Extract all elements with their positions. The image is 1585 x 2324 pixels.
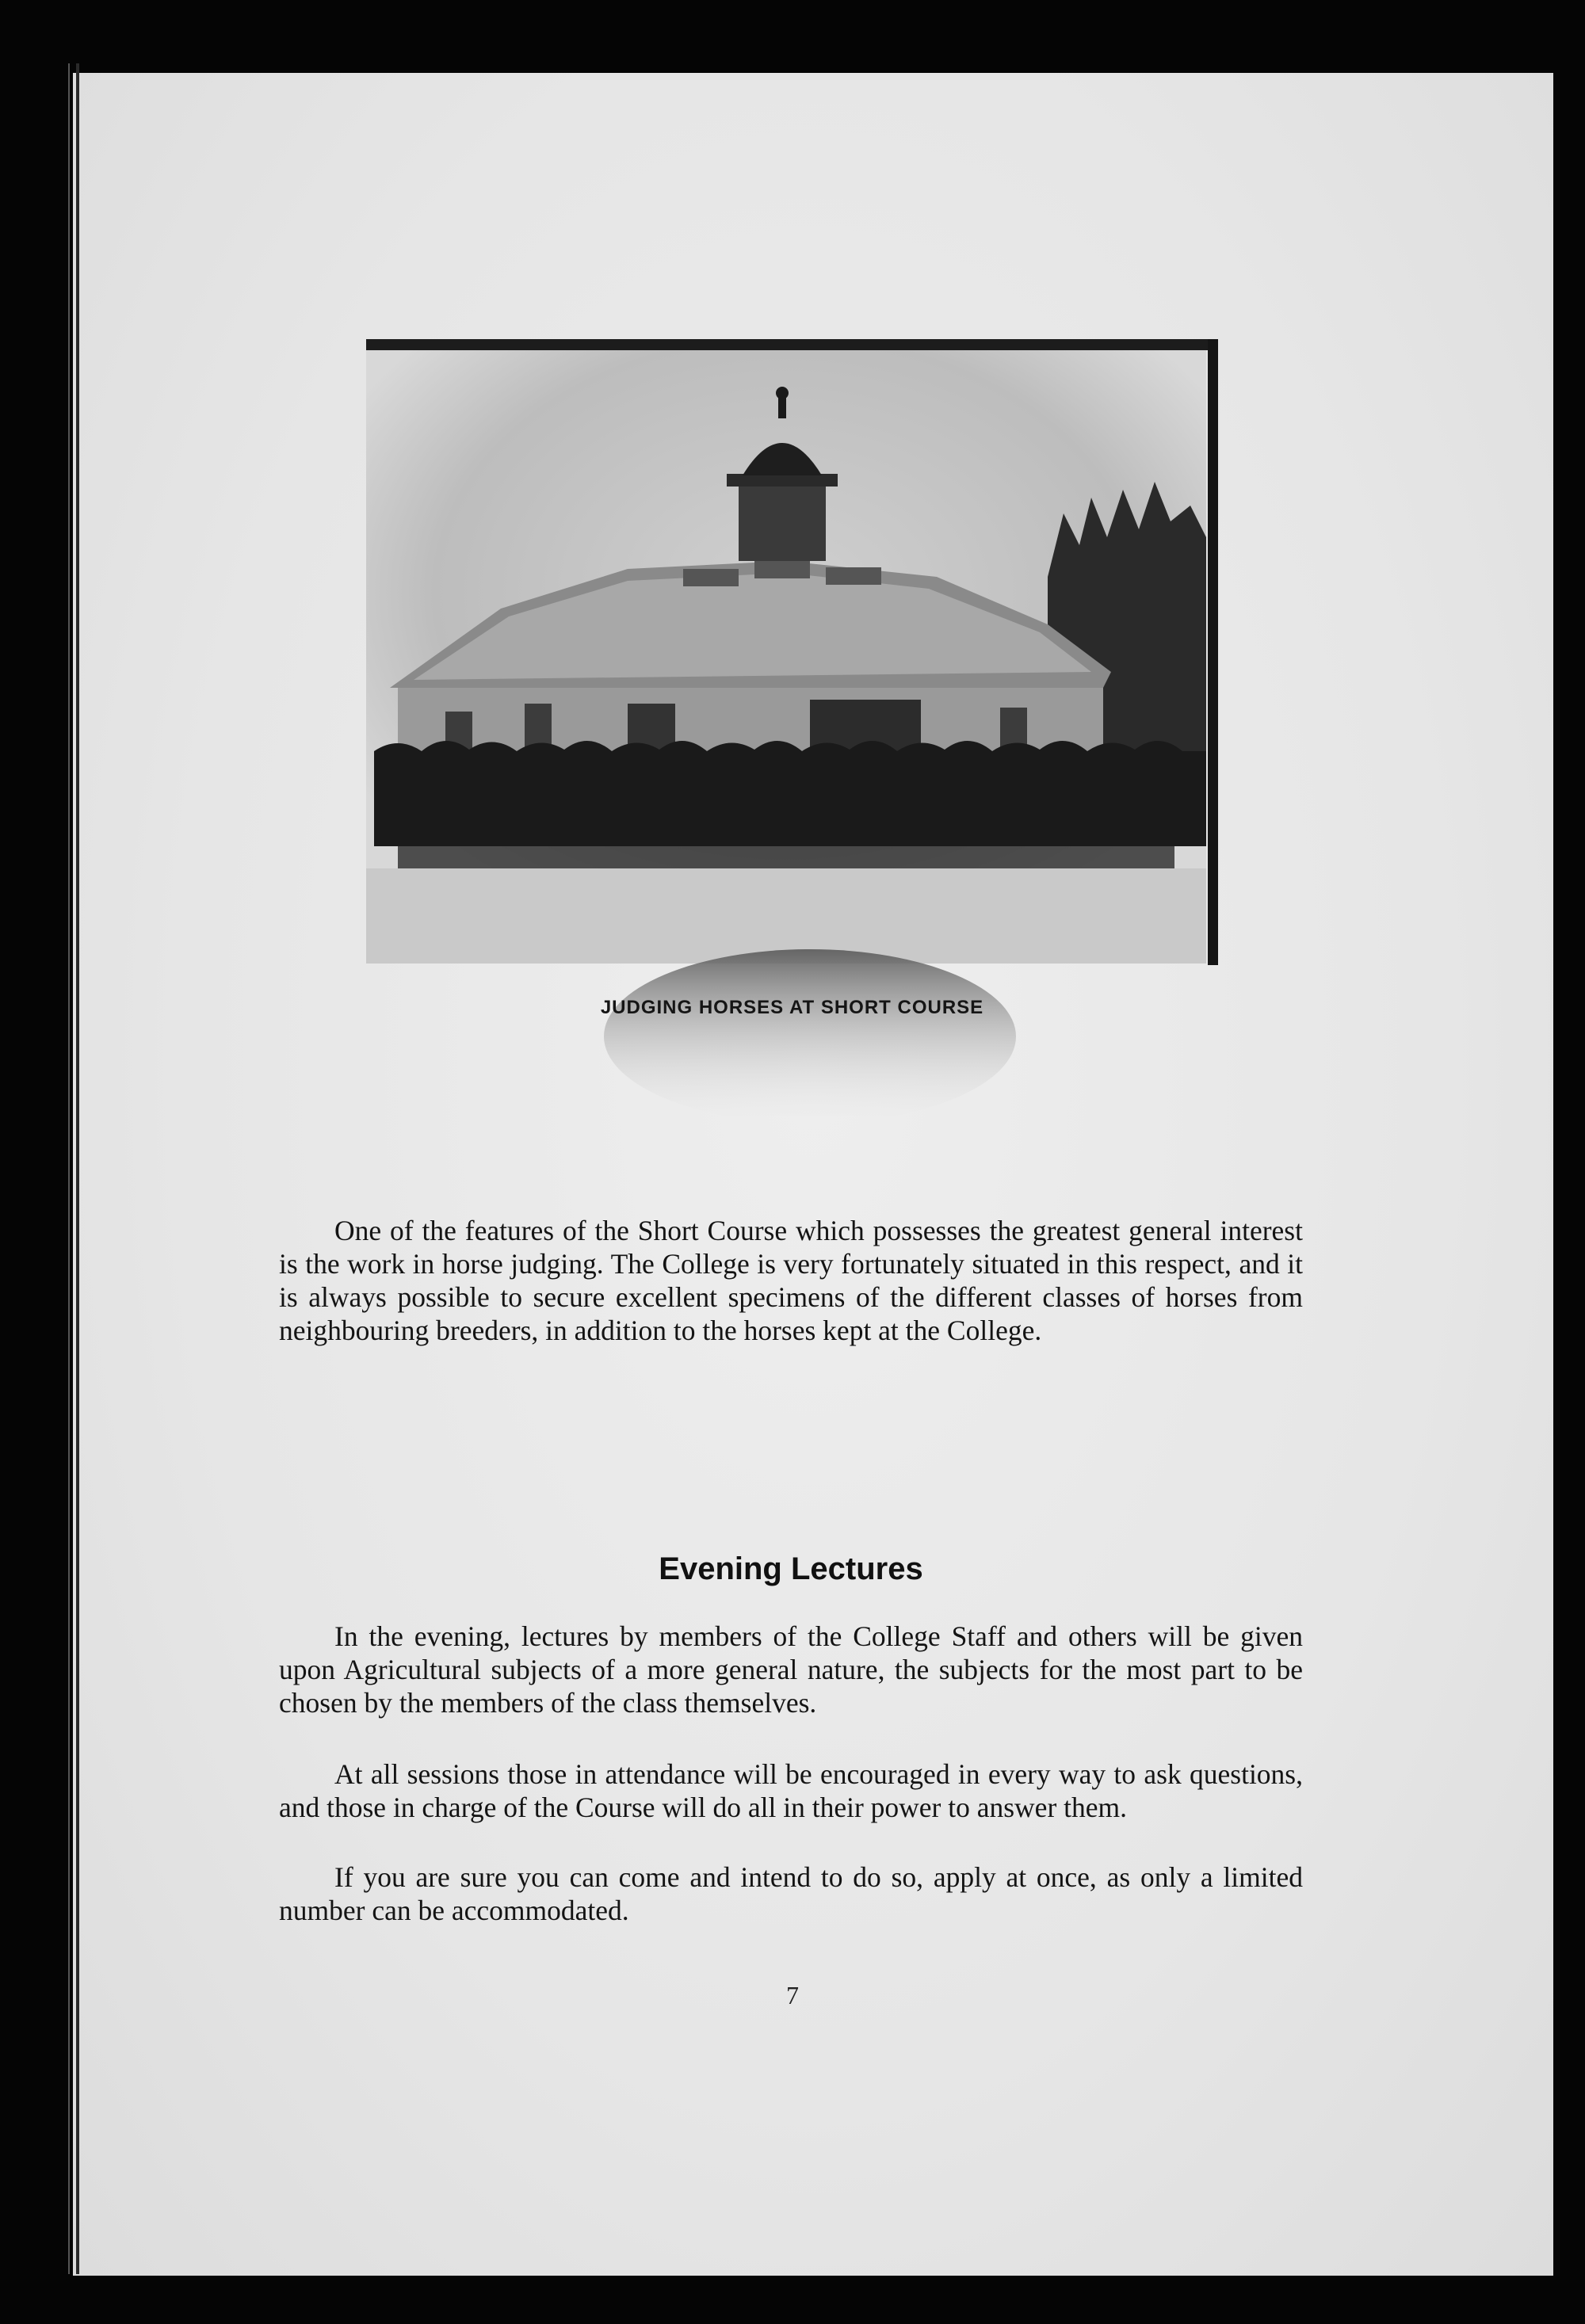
photograph-judging-horses	[366, 339, 1218, 1116]
paragraph-evening-lectures: In the evening, lectures by members of the College Staff and others will be given upon Agricultural subjects of a more general nature, the subjects for the most part to be chosen by the members of the class themselves.	[279, 1620, 1303, 1719]
binding-gutter	[76, 63, 79, 2274]
section-heading-evening-lectures: Evening Lectures	[659, 1551, 923, 1586]
paragraph-horse-judging: One of the features of the Short Course which possesses the greatest general interest is the work in horse judging. The College is very fortunately situated in this respect, and it is always possible to secure excellent specimens of the different classes of horses from neighbouring breeders, in addition to the horses kept at the College.	[279, 1215, 1303, 1346]
paragraph-questions: At all sessions those in attendance will be encouraged in every way to ask questions, and those in charge of the Course will do all in their power to answer them.	[279, 1758, 1303, 1823]
photo-caption: JUDGING HORSES AT SHORT COURSE	[600, 997, 984, 1018]
page-number: 7	[786, 1981, 799, 2009]
gutter-shadow	[68, 63, 70, 2274]
paragraph-apply: If you are sure you can come and intend to do so, apply at once, as only a limited number can be accommodated.	[279, 1861, 1303, 1926]
